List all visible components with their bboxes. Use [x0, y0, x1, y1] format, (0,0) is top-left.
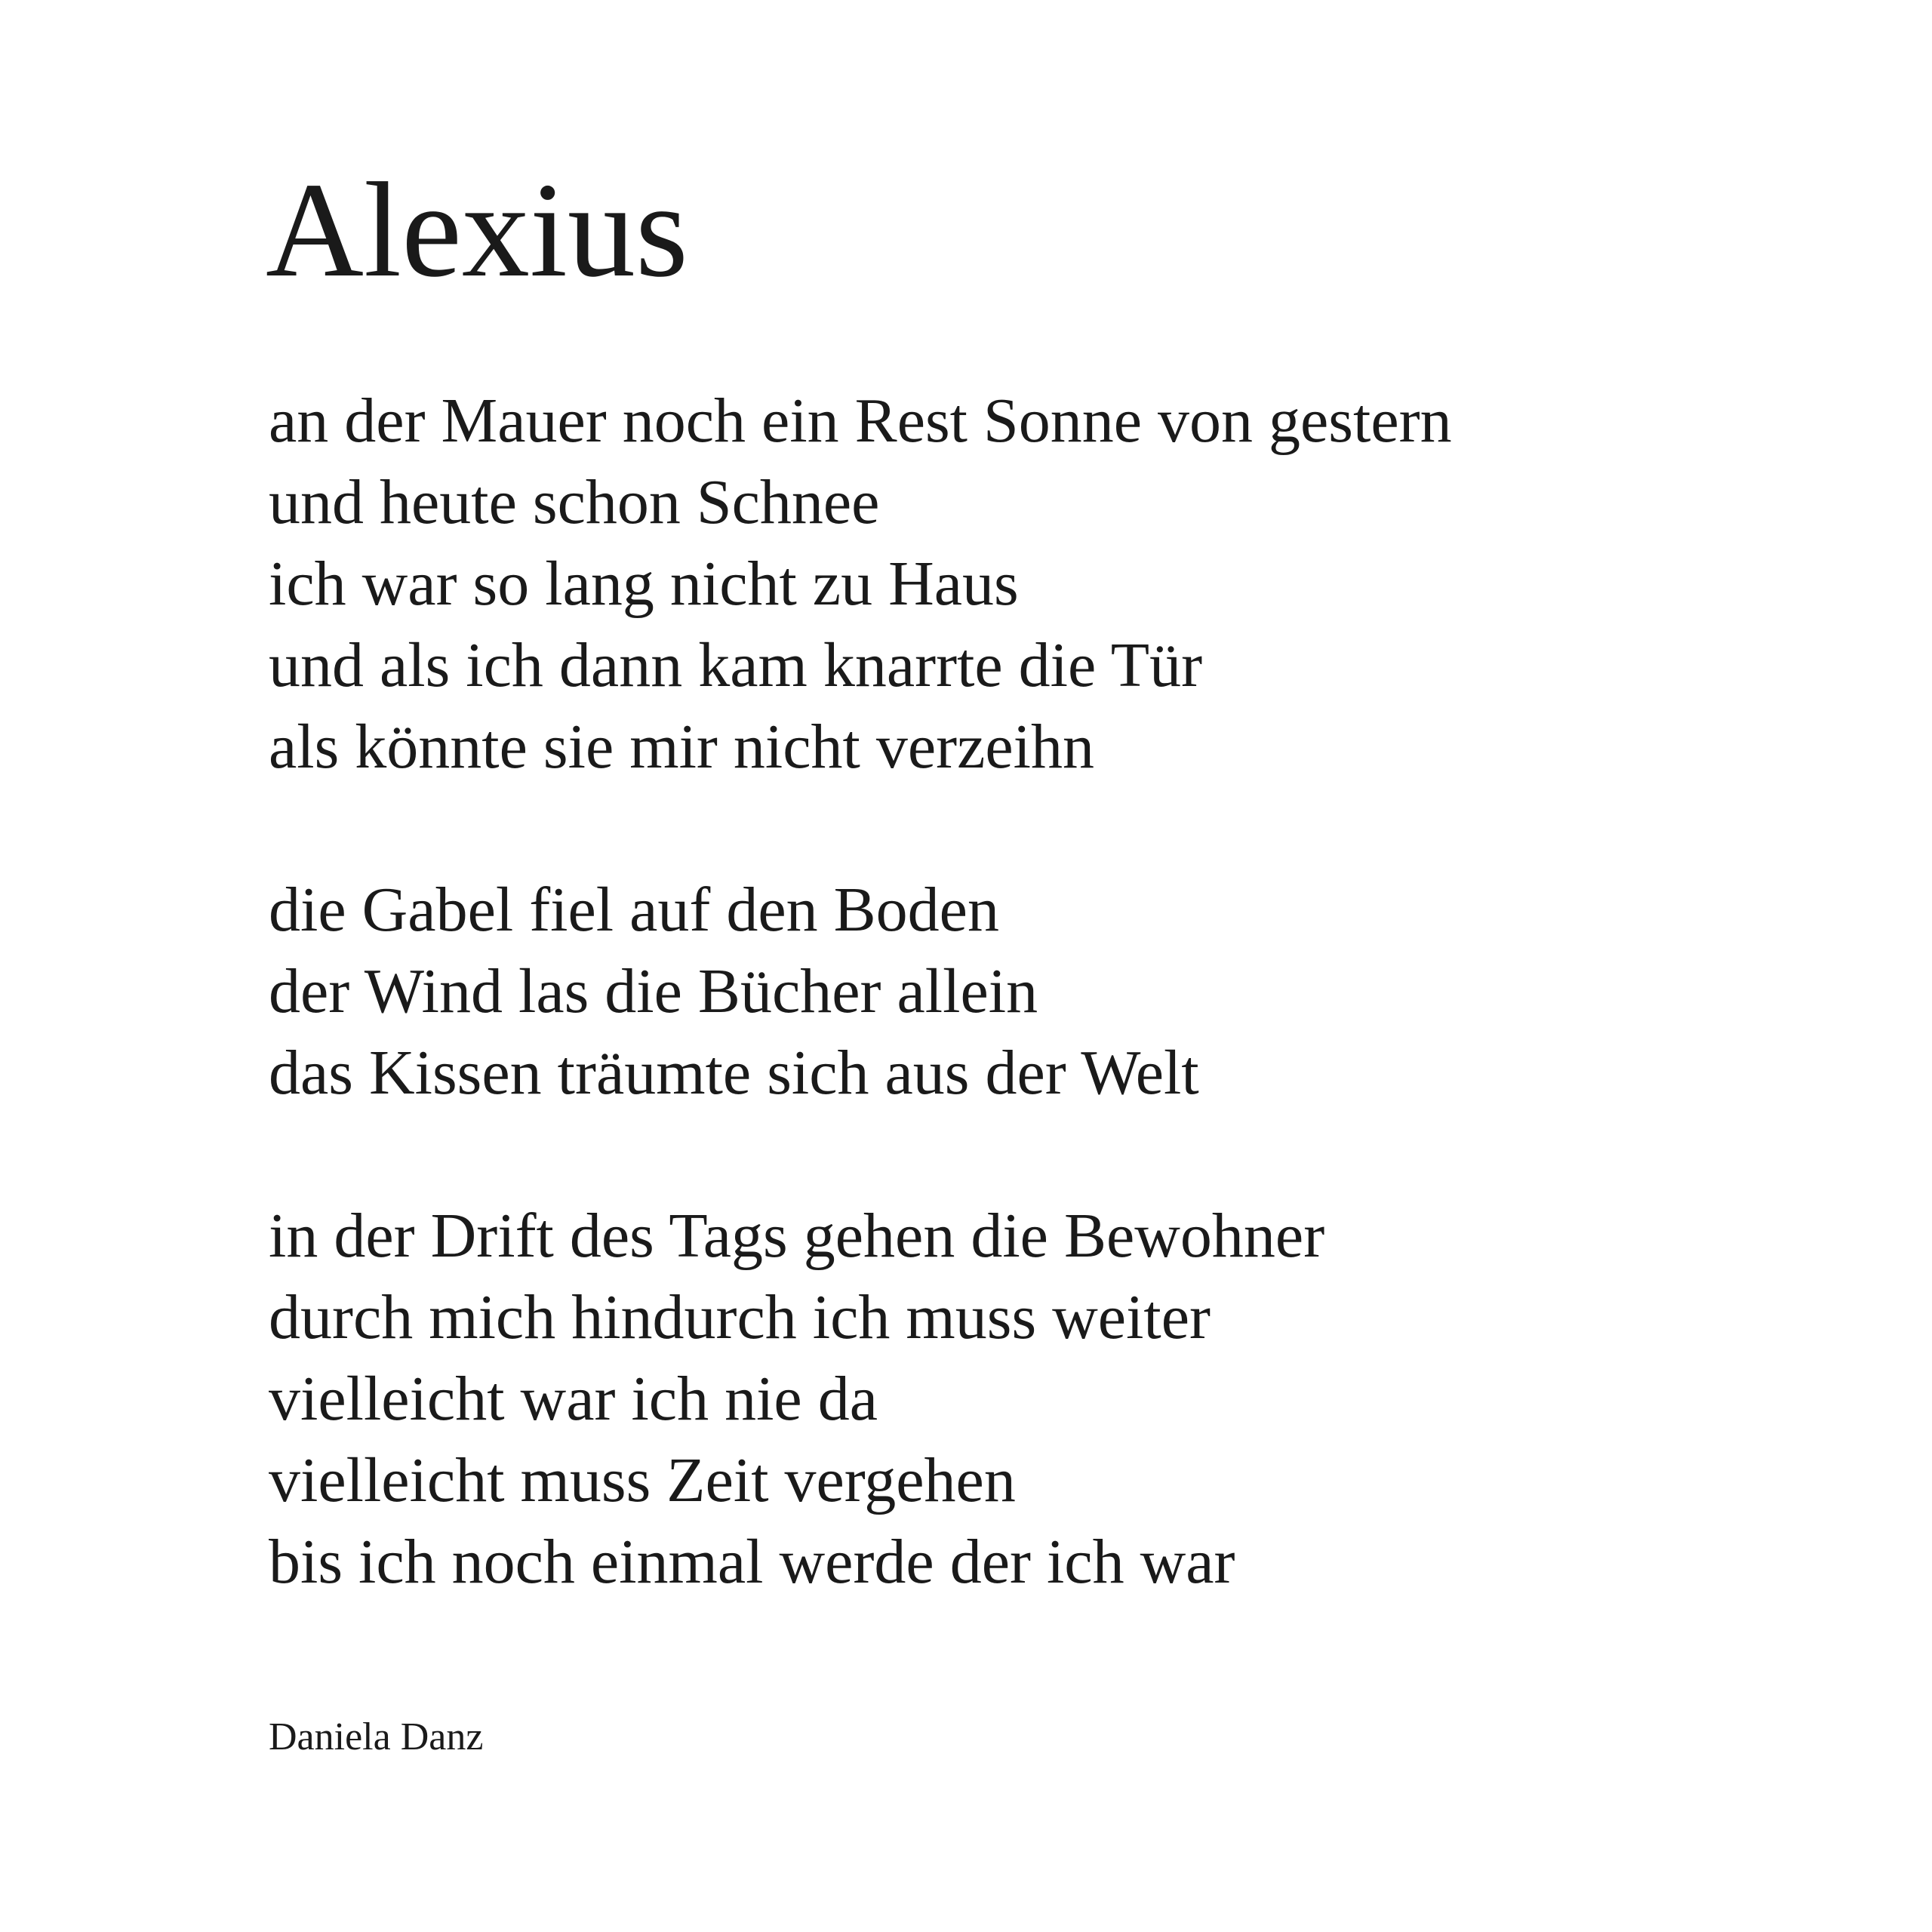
- poem-line: vielleicht war ich nie da: [269, 1364, 878, 1434]
- poem-line: vielleicht muss Zeit vergehen: [269, 1445, 1016, 1515]
- stanza-3: [269, 1195, 1452, 1603]
- poem-body: [269, 380, 1452, 1603]
- poem-line: der Wind las die Bücher allein: [269, 956, 1038, 1026]
- poem-author: Daniela Danz: [269, 1715, 484, 1758]
- poem-line: in der Drift des Tags gehen die Bewohner: [269, 1201, 1325, 1271]
- poem-line: die Gabel fiel auf den Boden: [269, 875, 999, 945]
- poem-line: und als ich dann kam knarrte die Tür: [269, 630, 1203, 700]
- poem-line: das Kissen träumte sich aus der Welt: [269, 1038, 1199, 1108]
- poem-line: ich war so lang nicht zu Haus: [269, 549, 1019, 619]
- poem-line: und heute schon Schnee: [269, 467, 880, 537]
- stanza-2: [269, 869, 1452, 1114]
- poem-line: durch mich hindurch ich muss weiter: [269, 1282, 1211, 1352]
- poem-line: bis ich noch einmal werde der ich war: [269, 1527, 1235, 1597]
- stanza-1: [269, 380, 1452, 788]
- poem-line: an der Mauer noch ein Rest Sonne von gestern: [269, 386, 1452, 456]
- poem-title: Alexius: [266, 155, 688, 305]
- poem-line: als könnte sie mir nicht verzeihn: [269, 712, 1095, 782]
